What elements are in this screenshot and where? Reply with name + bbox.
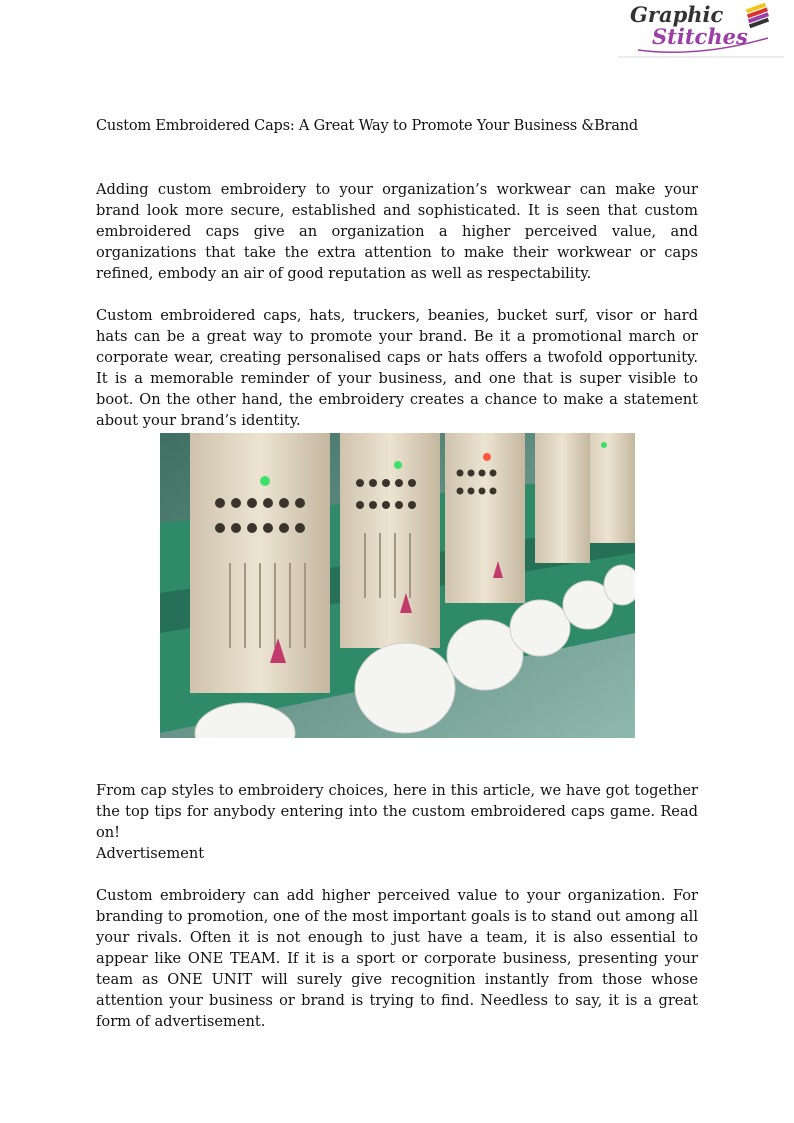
embroidery-machines-photo <box>160 433 635 738</box>
paragraph-advertisement: Custom embroidery can add higher perceived value to your organization. For branding to promotion, one of the most important goals is to stand out among all your rivals. Often it is not enough to just have a team, it is also essential to appear like ONE TEAM. If it is a sport or corporate business, presenting your team as ONE UNIT will surely give recognition instantly from those whose attention your business or brand is trying to find. Needless to say, it is a great form of advertisement. <box>96 887 698 1030</box>
section-heading-advertisement: Advertisement <box>96 845 205 862</box>
paragraph-1: Adding custom embroidery to your organization’s workwear can make your brand look more secure, established and sophisticated. It is seen that custom embroidered caps give an organization a higher perceived value, and organizations that take the extra attention to make their workwear or caps refined, embody an air of good reputation as well as respectability. <box>96 181 698 282</box>
logo-line-2: Stitches <box>652 24 748 49</box>
article-title: Custom Embroidered Caps: A Great Way to Promote Your Business &Brand <box>96 118 638 134</box>
paragraph-2: Custom embroidered caps, hats, truckers, beanies, bucket surf, visor or hard hats can be a great way to promote your brand. Be it a promotional march or corporate wear, creating personalised caps or hats offers a twofold opportunity. It is a memorable reminder of your business, and one that is super visible to boot. On the other hand, the embroidery creates a chance to make a statement about your brand’s identity. <box>96 307 698 429</box>
logo-line-1: Graphic <box>630 2 724 27</box>
paragraph-3: From cap styles to embroidery choices, here in this article, we have got together the top tips for anybody entering into the custom embroidered caps game. Read on! <box>96 782 698 841</box>
article <box>96 116 698 431</box>
logo-text <box>630 4 748 48</box>
graphic-stitches-logo <box>618 0 784 58</box>
photo-illustration <box>160 433 635 738</box>
